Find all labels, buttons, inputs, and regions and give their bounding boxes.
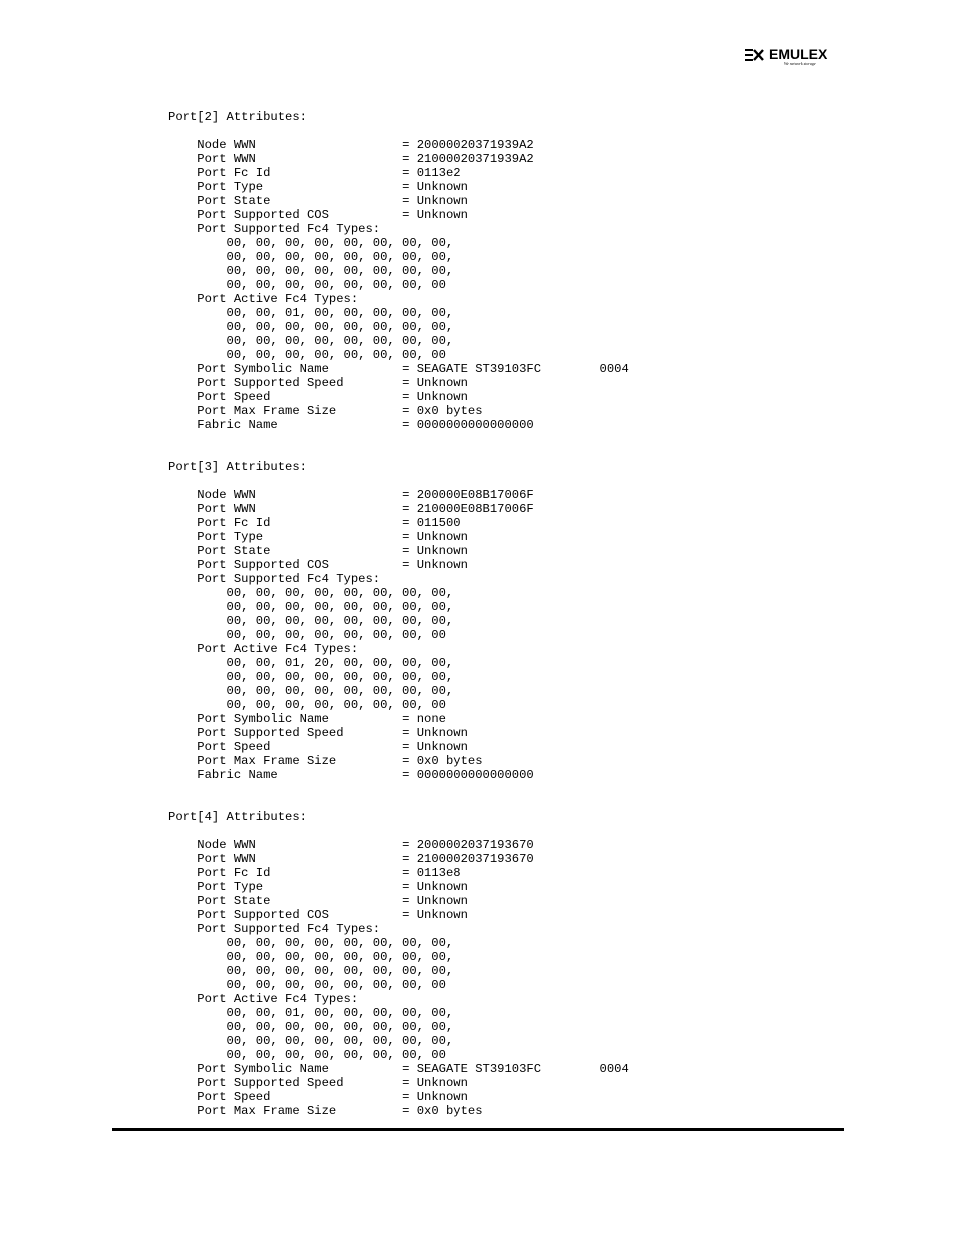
attribute-label: Port Symbolic Name (197, 712, 403, 726)
attribute-row: Fabric Name = 0000000000000000 (197, 768, 534, 782)
attribute-label: Port Type (197, 530, 403, 544)
attribute-value: 0x0 bytes (416, 754, 483, 768)
fc4-row: 00, 00, 00, 00, 00, 00, 00, 00, (226, 600, 454, 614)
attribute-row: Fabric Name = 0000000000000000 (197, 418, 534, 432)
attribute-label: Node WWN (197, 138, 403, 152)
attribute-row: Port Fc Id = 0113e8 (197, 866, 461, 880)
fc4-row: 00, 00, 00, 00, 00, 00, 00, 00, (226, 236, 454, 250)
fc4-row: 00, 00, 00, 00, 00, 00, 00, 00 (226, 698, 446, 712)
active-fc4-label: Port Active Fc4 Types: (197, 642, 359, 656)
port-attributes-listing (168, 110, 629, 1118)
attribute-row: Port Supported Speed = Unknown (197, 1076, 468, 1090)
attribute-row: Port Max Frame Size = 0x0 bytes (197, 754, 483, 768)
attribute-label: Port Supported COS (197, 208, 403, 222)
attribute-row: Port Speed = Unknown (197, 390, 468, 404)
attribute-value: 0x0 bytes (416, 404, 483, 418)
attribute-value: Unknown (416, 390, 468, 404)
attribute-row: Port Supported Speed = Unknown (197, 726, 468, 740)
port-section-title: Port[2] Attributes: (168, 110, 307, 124)
attribute-value: none (416, 712, 446, 726)
attribute-label: Fabric Name (197, 768, 403, 782)
attribute-row: Port Speed = Unknown (197, 1090, 468, 1104)
attribute-label: Port WWN (197, 152, 403, 166)
attribute-label: Port Symbolic Name (197, 362, 403, 376)
spacer (168, 824, 629, 838)
attribute-label: Port Supported Speed (197, 1076, 403, 1090)
spacer (168, 474, 629, 488)
attribute-label: Node WWN (197, 838, 403, 852)
fc4-row: 00, 00, 00, 00, 00, 00, 00, 00, (226, 1020, 454, 1034)
attribute-label: Port Speed (197, 740, 403, 754)
attribute-row: Port Supported COS = Unknown (197, 208, 468, 222)
emulex-logo (744, 46, 840, 70)
fc4-row: 00, 00, 00, 00, 00, 00, 00, 00 (226, 278, 446, 292)
attribute-label: Port Max Frame Size (197, 1104, 403, 1118)
fc4-row: 00, 00, 00, 00, 00, 00, 00, 00, (226, 250, 454, 264)
attribute-label: Port Supported COS (197, 558, 403, 572)
attribute-value: Unknown (416, 740, 468, 754)
attribute-label: Port Max Frame Size (197, 754, 403, 768)
spacer (168, 432, 629, 446)
attribute-label: Port State (197, 194, 403, 208)
attribute-row: Port WWN = 210000E08B17006F (197, 502, 534, 516)
attribute-value: 011500 (416, 516, 461, 530)
active-fc4-label: Port Active Fc4 Types: (197, 292, 359, 306)
port-section-title: Port[3] Attributes: (168, 460, 307, 474)
attribute-row: Port State = Unknown (197, 544, 468, 558)
attribute-row: Port State = Unknown (197, 894, 468, 908)
logo-tagline: We network storage (784, 61, 816, 66)
logo-text: EMULEX (769, 46, 828, 62)
attribute-label: Fabric Name (197, 418, 403, 432)
attribute-value: Unknown (416, 530, 468, 544)
attribute-row: Port WWN = 21000020371939A2 (197, 152, 534, 166)
attribute-row: Port Type = Unknown (197, 880, 468, 894)
attribute-value: 0113e2 (416, 166, 461, 180)
supported-fc4-label: Port Supported Fc4 Types: (197, 572, 381, 586)
attribute-row: Port Supported COS = Unknown (197, 908, 468, 922)
fc4-row: 00, 00, 00, 00, 00, 00, 00, 00, (226, 334, 454, 348)
attribute-label: Port Fc Id (197, 866, 403, 880)
supported-fc4-label: Port Supported Fc4 Types: (197, 222, 381, 236)
attribute-value: 2000002037193670 (416, 838, 534, 852)
port-section-title: Port[4] Attributes: (168, 810, 307, 824)
attribute-row: Port Type = Unknown (197, 530, 468, 544)
fc4-row: 00, 00, 00, 00, 00, 00, 00, 00, (226, 614, 454, 628)
fc4-row: 00, 00, 00, 00, 00, 00, 00, 00 (226, 978, 446, 992)
fc4-row: 00, 00, 00, 00, 00, 00, 00, 00, (226, 264, 454, 278)
attribute-value: Unknown (416, 880, 468, 894)
attribute-label: Port WWN (197, 502, 403, 516)
attribute-label: Port Type (197, 880, 403, 894)
emulex-logo-icon (744, 48, 766, 62)
footer-rule (112, 1128, 844, 1131)
attribute-row: Port WWN = 2100002037193670 (197, 852, 534, 866)
fc4-row: 00, 00, 00, 00, 00, 00, 00, 00, (226, 684, 454, 698)
attribute-value: 210000E08B17006F (416, 502, 534, 516)
attribute-value: Unknown (416, 544, 468, 558)
attribute-row: Port Max Frame Size = 0x0 bytes (197, 1104, 483, 1118)
attribute-value: Unknown (416, 1076, 468, 1090)
attribute-value: 0000000000000000 (416, 418, 534, 432)
active-fc4-label: Port Active Fc4 Types: (197, 992, 359, 1006)
attribute-label: Port Speed (197, 390, 403, 404)
attribute-value: 21000020371939A2 (416, 152, 534, 166)
attribute-value: Unknown (416, 908, 468, 922)
supported-fc4-label: Port Supported Fc4 Types: (197, 922, 381, 936)
attribute-row: Port Speed = Unknown (197, 740, 468, 754)
attribute-label: Node WWN (197, 488, 403, 502)
attribute-label: Port Supported Speed (197, 376, 403, 390)
attribute-value: 0000000000000000 (416, 768, 534, 782)
attribute-row: Port Symbolic Name = SEAGATE ST39103FC 0004 (197, 1062, 629, 1076)
attribute-value: Unknown (416, 558, 468, 572)
fc4-row: 00, 00, 00, 00, 00, 00, 00, 00 (226, 1048, 446, 1062)
attribute-value: Unknown (416, 208, 468, 222)
fc4-row: 00, 00, 00, 00, 00, 00, 00, 00, (226, 964, 454, 978)
fc4-row: 00, 00, 00, 00, 00, 00, 00, 00, (226, 1034, 454, 1048)
attribute-label: Port Symbolic Name (197, 1062, 403, 1076)
attribute-label: Port WWN (197, 852, 403, 866)
attribute-label: Port State (197, 544, 403, 558)
attribute-value: 200000E08B17006F (416, 488, 534, 502)
attribute-label: Port Supported COS (197, 908, 403, 922)
spacer (168, 796, 629, 810)
attribute-row: Port Supported Speed = Unknown (197, 376, 468, 390)
attribute-row: Node WWN = 20000020371939A2 (197, 138, 534, 152)
fc4-row: 00, 00, 01, 00, 00, 00, 00, 00, (226, 306, 454, 320)
fc4-row: 00, 00, 00, 00, 00, 00, 00, 00, (226, 320, 454, 334)
attribute-value: Unknown (416, 180, 468, 194)
attribute-value: 2100002037193670 (416, 852, 534, 866)
attribute-row: Port Supported COS = Unknown (197, 558, 468, 572)
attribute-row: Port Type = Unknown (197, 180, 468, 194)
attribute-row: Node WWN = 200000E08B17006F (197, 488, 534, 502)
fc4-row: 00, 00, 00, 00, 00, 00, 00, 00, (226, 586, 454, 600)
attribute-row: Port Symbolic Name = none (197, 712, 446, 726)
attribute-row: Port State = Unknown (197, 194, 468, 208)
attribute-row: Node WWN = 2000002037193670 (197, 838, 534, 852)
spacer (168, 446, 629, 460)
attribute-value: Unknown (416, 1090, 468, 1104)
attribute-value: Unknown (416, 376, 468, 390)
attribute-label: Port Supported Speed (197, 726, 403, 740)
spacer (168, 124, 629, 138)
fc4-row: 00, 00, 00, 00, 00, 00, 00, 00 (226, 348, 446, 362)
attribute-label: Port Speed (197, 1090, 403, 1104)
attribute-value: SEAGATE ST39103FC 0004 (416, 1062, 629, 1076)
attribute-value: Unknown (416, 894, 468, 908)
attribute-label: Port Max Frame Size (197, 404, 403, 418)
fc4-row: 00, 00, 00, 00, 00, 00, 00, 00, (226, 950, 454, 964)
attribute-value: SEAGATE ST39103FC 0004 (416, 362, 629, 376)
attribute-label: Port Type (197, 180, 403, 194)
attribute-value: 20000020371939A2 (416, 138, 534, 152)
attribute-row: Port Fc Id = 0113e2 (197, 166, 461, 180)
attribute-value: 0113e8 (416, 866, 461, 880)
attribute-value: Unknown (416, 726, 468, 740)
attribute-row: Port Fc Id = 011500 (197, 516, 461, 530)
attribute-value: Unknown (416, 194, 468, 208)
fc4-row: 00, 00, 00, 00, 00, 00, 00, 00, (226, 670, 454, 684)
attribute-value: 0x0 bytes (416, 1104, 483, 1118)
fc4-row: 00, 00, 00, 00, 00, 00, 00, 00 (226, 628, 446, 642)
attribute-label: Port Fc Id (197, 166, 403, 180)
spacer (168, 782, 629, 796)
fc4-row: 00, 00, 01, 20, 00, 00, 00, 00, (226, 656, 454, 670)
attribute-row: Port Max Frame Size = 0x0 bytes (197, 404, 483, 418)
attribute-row: Port Symbolic Name = SEAGATE ST39103FC 0004 (197, 362, 629, 376)
attribute-label: Port State (197, 894, 403, 908)
fc4-row: 00, 00, 01, 00, 00, 00, 00, 00, (226, 1006, 454, 1020)
attribute-label: Port Fc Id (197, 516, 403, 530)
fc4-row: 00, 00, 00, 00, 00, 00, 00, 00, (226, 936, 454, 950)
